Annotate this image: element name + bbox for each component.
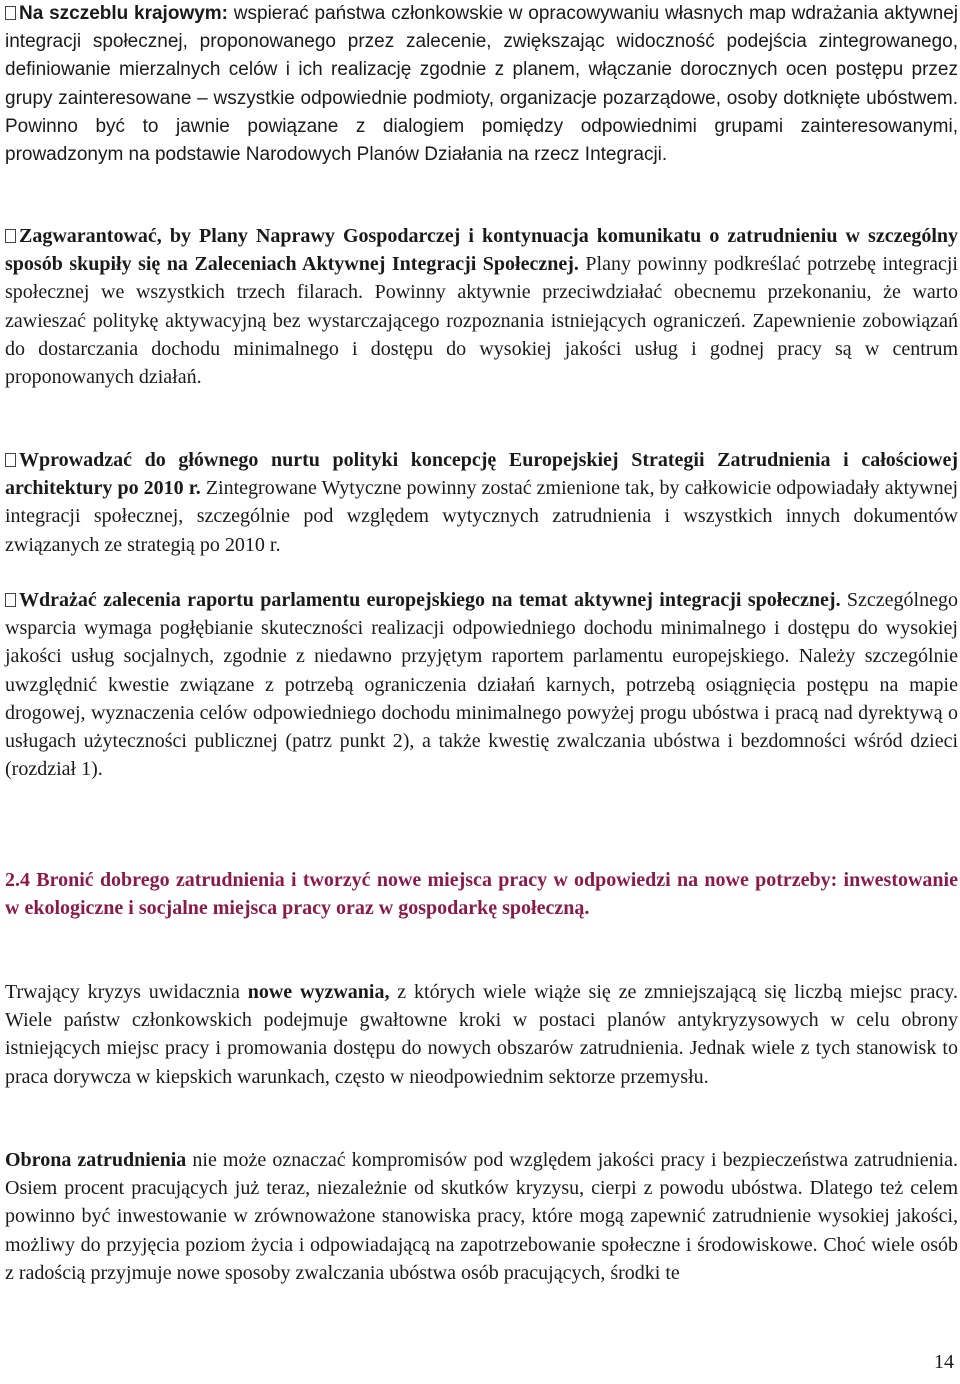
paragraph-lead: Wdrażać zalecenia raportu parlamentu europejskiego na temat aktywnej integracji społecznej. [19, 589, 841, 611]
paragraph-national-level [5, 0, 958, 169]
bullet-box-icon [5, 229, 16, 243]
paragraph-defence-of-employment [5, 1146, 958, 1287]
bullet-box-icon [5, 6, 16, 20]
paragraph-parliament-report [5, 586, 958, 783]
section-heading: 2.4 Bronić dobrego zatrudnienia i tworzyć nowe miejsca pracy w odpowiedzi na nowe potrzeby: inwestowanie w ekologiczne i socjalne miejsca pracy oraz w gospodarkę społeczną. [5, 869, 958, 920]
paragraph-text: Plany powinny podkreślać potrzebę integracji społecznej we wszystkich trzech filarach. Powinny aktywnie przeciwdziałać obecnemu przekonaniu, że warto zawieszać politykę aktywacyjną bez wystarczającego rozpoznania istniejących ograniczeń. Zapewnienie zobowiązań do dostarczania dochodu minimalnego i dostępu do wysokiej jakości usług i godnej pracy są w centrum proponowanych działań. [5, 253, 958, 389]
bullet-box-icon [5, 593, 16, 607]
paragraph-crisis [5, 978, 958, 1091]
paragraph-recovery-plans [5, 222, 958, 391]
paragraph-lead: Zagwarantować, by Plany Naprawy Gospodarczej i kontynuacja komunikatu o zatrudnieniu w szczególny sposób skupiły się na Zaleceniach Aktywnej Integracji Społecznej. [5, 225, 958, 276]
paragraph-text: Trwający kryzys uwidacznia [5, 981, 248, 1003]
paragraph-text: Zintegrowane Wytyczne powinny zostać zmienione tak, by całkowicie odpowiadały aktywnej integracji społecznej, szczególnie pod względem wytycznych zatrudnienia i wszystkich innych dokumentów związanych ze strategią po 2010 r. [5, 477, 959, 556]
paragraph-text: wspierać państwa członkowskie w opracowywaniu własnych map wdrażania aktywnej integracji społecznej, proponowanego przez zalecenie, zwiększając widoczność podejścia zintegrowanego, definiowanie mierzalnych celów i ich realizację zgodnie z planem, włączanie dorocznych ocen postępu przez grupy zainteresowane – wszystkie odpowiednie podmioty, organizacje pozarządowe, osoby dotknięte ubóstwem. Powinno być to jawnie powiązane z dialogiem pomiędzy odpowiednimi grupami zainteresowanymi, prowadzonym na podstawie Narodowych Planów Działania na rzecz Integracji. [5, 3, 958, 166]
paragraph-text: z których wiele wiąże się ze zmniejszającą się liczbą miejsc pracy. Wiele państw członkowskich podejmuje gwałtowne kroki w postaci planów antykryzysowych w celu obrony istniejących miejsc pracy i promowania dostępu do nowych obszarów zatrudnienia. Jednak wiele z tych stanowisk to praca dorywcza w kiepskich warunkach, często w nieodpowiednim sektorze przemysłu. [5, 981, 958, 1088]
paragraph-emphasis: Obrona zatrudnienia [5, 1149, 187, 1171]
paragraph-emphasis: nowe wyzwania, [247, 981, 390, 1003]
paragraph-lead: Wprowadzać do głównego nurtu polityki koncepcję Europejskiej Strategii Zatrudnienia i całościowej architektury po 2010 r. [5, 449, 958, 500]
paragraph-employment-strategy [5, 446, 958, 559]
page-number: 14 [934, 1351, 954, 1373]
paragraph-text: Szczególnego wsparcia wymaga pogłębianie skuteczności realizacji odpowiedniego dochodu minimalnego i dostępu do wysokiej jakości usług socjalnych, zgodnie z niedawno przyjętym raportem parlamentu europejskiego. Należy szczególnie uwzględnić kwestie związane z potrzebą ograniczenia działań karnych, potrzebą osiągnięcia postępu na mapie drogowej, wyznaczenia celów odpowiedniego dochodu minimalnego powyżej progu ubóstwa i pracą nad dyrektywą o usługach użyteczności publicznej (patrz punkt 2), a także kwestię zwalczania ubóstwa i bezdomności wśród dzieci (rozdział 1). [5, 589, 958, 781]
paragraph-lead: Na szczeblu krajowym: [19, 3, 229, 24]
bullet-box-icon [5, 453, 16, 467]
paragraph-text: nie może oznaczać kompromisów pod względem jakości pracy i bezpieczeństwa zatrudnienia. Osiem procent pracujących już teraz, niezależnie od skutków kryzysu, cierpi z powodu ubóstwa. Dlatego też celem powinno być inwestowanie w zrównoważone stanowiska pracy, które mogą zapewnić zatrudnienie wysokiej jakości, możliwy do przyjęcia poziom życia i odpowiadającą na zapotrzebowanie społeczne i środowiskowe. Choć wiele osób z radością przyjmuje nowe sposoby zwalczania ubóstwa osób pracujących, środki te [5, 1149, 959, 1284]
